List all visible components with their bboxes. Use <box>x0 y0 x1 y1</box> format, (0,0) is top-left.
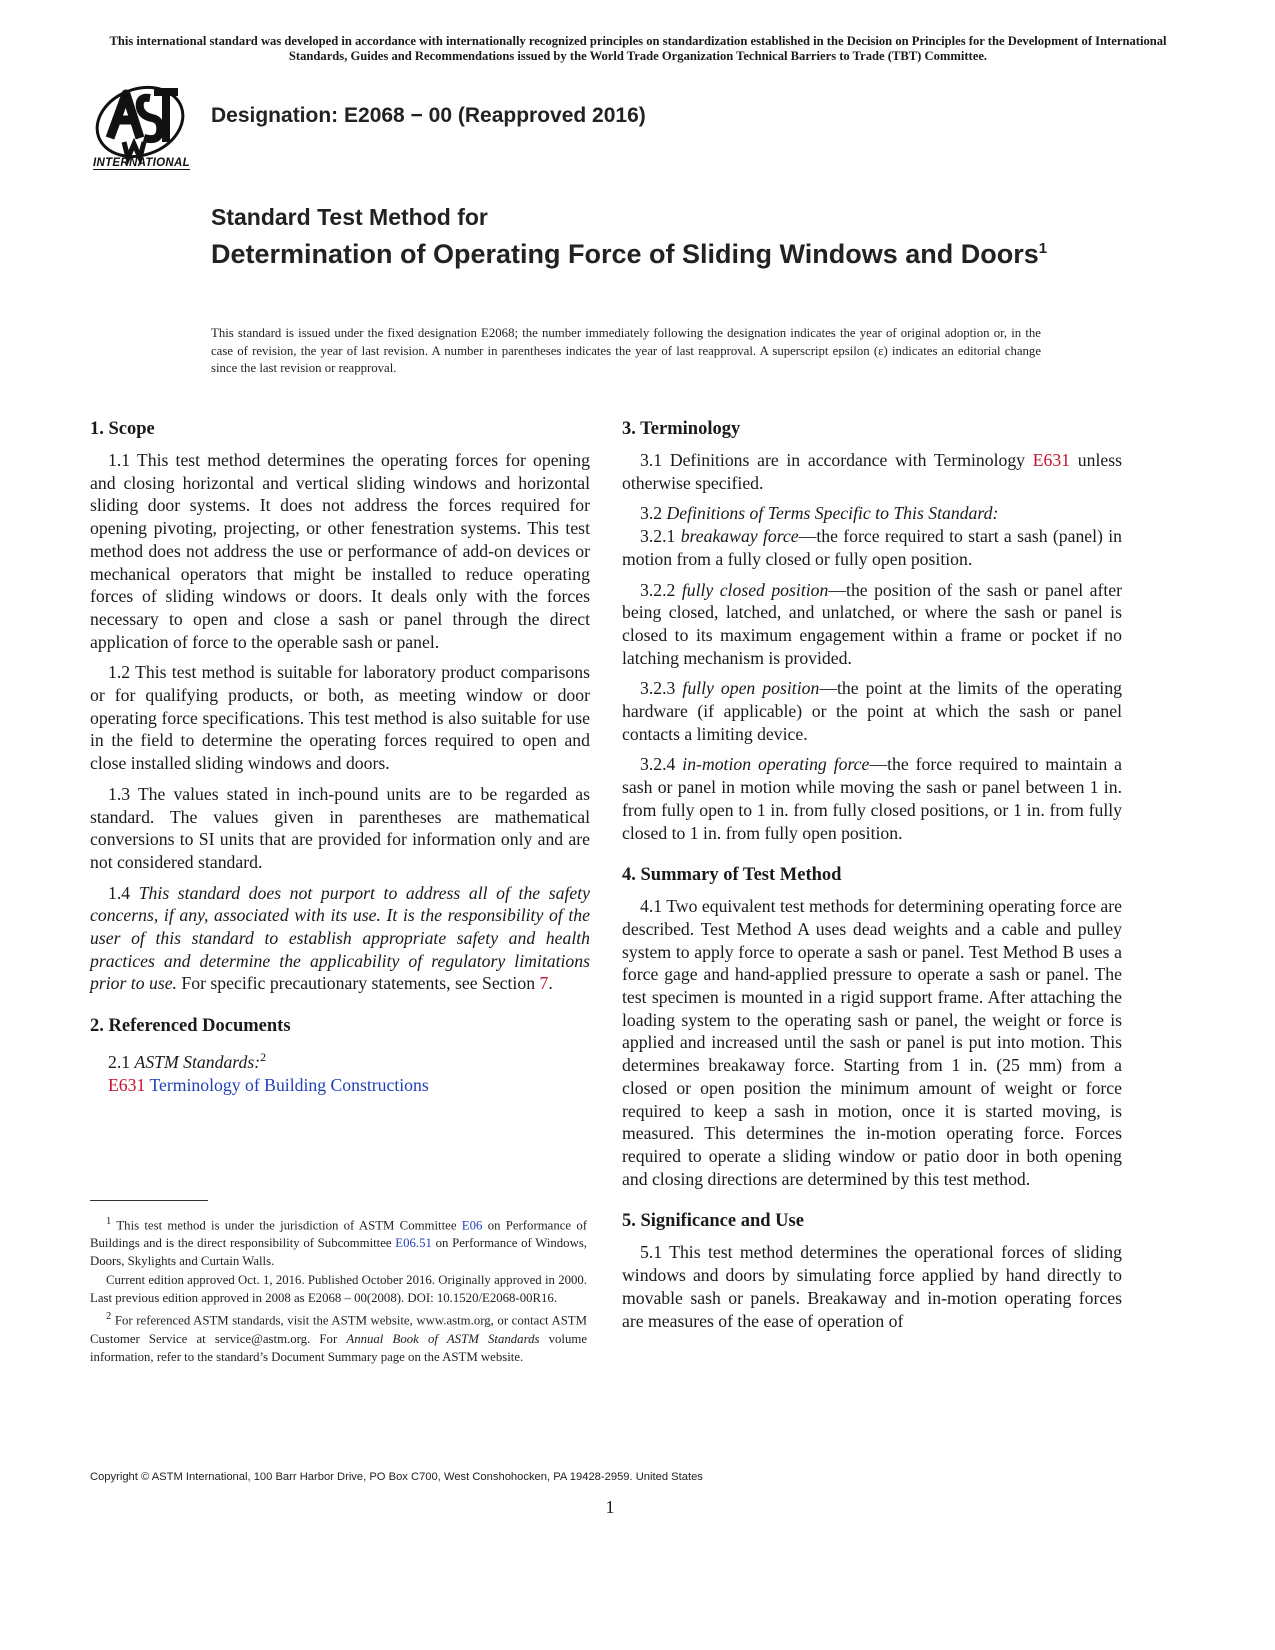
title-main-text: Determination of Operating Force of Sliding Windows and Doors <box>211 239 1039 269</box>
paragraph-2-1-italic: ASTM Standards: <box>134 1052 261 1073</box>
issuance-statement: This standard is issued under the fixed designation E2068; the number immediately following the designation indicates the year of original adoption or, in the case of revision, the year of last revision. A number in parentheses indicates the year of last reapproval. A superscript epsilon (ε) indicates an editorial change since the last revision or reapproval. <box>211 326 1041 375</box>
term-4-num: 3.2.4 <box>640 754 676 775</box>
paragraph-3-1-tail: unless otherwise specified. <box>622 450 1122 493</box>
footnote-divider <box>90 1200 208 1201</box>
term-in-motion-operating-force <box>622 753 1122 844</box>
footnote-2-italic: Annual Book of ASTM Standards <box>346 1331 540 1346</box>
designation: Designation: E2068 − 00 (Reapproved 2016) <box>211 104 646 127</box>
paragraph-3-2-italic: Definitions of Terms Specific to This Standard: <box>666 503 999 524</box>
title-line1: Standard Test Method for <box>211 204 488 230</box>
paragraph-2-1-num: 2.1 <box>108 1052 131 1073</box>
footnote-1-text-c: on Performance of Windows, Doors, Skylights and Curtain Walls. <box>90 1236 587 1269</box>
page-number: 1 <box>605 1497 615 1517</box>
term-2-definition: —the position of the sash or panel after being closed, latched, and unlatched, or where the sash or panel is closed to its maximum engagement within a frame or pocket if no latching mechanism is provided. <box>622 579 1122 668</box>
section-heading-referenced-documents: 2. Referenced Documents <box>90 1016 291 1037</box>
logo-wordmark: INTERNATIONAL <box>93 157 190 169</box>
footnote-2-mark-bottom: 2 <box>106 1311 112 1323</box>
section-heading-scope: 1. Scope <box>90 419 155 439</box>
paragraph-2-1 <box>90 1046 590 1074</box>
paragraph-1-3: 1.3 The values stated in inch-pound units are to be regarded as standard. The values given in parentheses are mathematical conversions to SI units that are provided for information only and are not considered standard. <box>90 783 590 872</box>
term-breakaway-force <box>622 525 1122 570</box>
footnote-1-text-a: This test method is under the jurisdiction of ASTM Committee <box>116 1218 457 1233</box>
footnotes <box>90 1213 587 1367</box>
paragraph-3-1-text: 3.1 Definitions are in accordance with Terminology <box>640 450 1026 470</box>
paragraph-5-1: 5.1 This test method determines the operational forces of sliding windows and doors by simulating force applied by hand directly to movable sash or panels. Breakaway and in-motion operating forces are measures of the ease of operation of <box>622 1242 1122 1331</box>
section-heading-terminology: 3. Terminology <box>622 419 741 439</box>
term-fully-closed-position <box>622 579 1122 670</box>
term-1-definition: —the force required to start a sash (panel) in motion from a fully closed or fully open position. <box>622 526 1123 569</box>
e631-code-link[interactable]: E631 <box>108 1074 146 1095</box>
paragraph-1-1: 1.1 This test method determines the operating forces for opening and closing horizontal and vertical sliding windows and horizontal sliding door systems. It does not address the forces required for opening pivoting, projecting, or other fenestration systems. This test method does not address the use or performance of add-on devices or mechanical operators that might be installed to reduce operating forces of sliding windows or doors. It deals only with the forces necessary to open and close a sash or panel through the direct application of force to the operable sash or panel. <box>90 450 590 652</box>
top-notice: This international standard was developed in accordance with internationally recognized principles on standardization established in the Decision on Principles for the Development of International Standards, Guides and Recommendations issued by the World Trade Organization Technical Barriers to Trade (TBT) Committee. <box>109 34 1167 63</box>
section-heading-significance: 5. Significance and Use <box>622 1211 804 1232</box>
term-3-definition: —the point at the limits of the operating hardware (if applicable) or the point at which the sash or panel contacts a limiting device. <box>622 678 1123 744</box>
footnote-1-mark: 1 <box>106 1216 112 1227</box>
paragraph-4-1: 4.1 Two equivalent test methods for determining operating force are described. Test Method A uses dead weights and a cable and pulley system to apply force to operate a sash or panel. Test Method B uses a force gage and hand-applied pressure to operate a sash or panel. The test specimen is mounted in a rigid support frame. After attaching the loading system to the operating sash or panel, the weight or force is applied and increased until the sash or panel is put into motion. This determines breakaway force. Starting from 1 in. (25 mm) from a closed or open position the minimum amount of weight or force required to keep a sash in motion, once it is started moving, is measured. This determines the in-motion operating force. Forces required to operate a sliding window or patio door in both opening and closing directions are determined by this test method. <box>622 896 1122 1189</box>
title-footnote-mark[interactable]: 1 <box>1038 240 1048 257</box>
e06-link[interactable]: E06 <box>461 1218 483 1233</box>
copyright-notice: Copyright © ASTM International, 100 Barr Harbor Drive, PO Box C700, West Conshohocken, PA 19428-2959. United States <box>90 1471 703 1483</box>
e631-link[interactable]: E631 <box>1032 450 1071 470</box>
footnote-2-mark[interactable]: 2 <box>260 1050 267 1065</box>
term-4-name: in-motion operating force <box>682 754 870 775</box>
e06-51-link[interactable]: E06.51 <box>395 1236 432 1251</box>
paragraph-1-4-tail: For specific precautionary statements, see Section <box>181 973 536 994</box>
term-3-num: 3.2.3 <box>640 678 676 699</box>
e631-title-link[interactable]: Terminology of Building Constructions <box>149 1074 429 1095</box>
title-main <box>211 232 1111 271</box>
footnote-1 <box>90 1213 587 1270</box>
left-column <box>90 418 590 1104</box>
term-1-num: 3.2.1 <box>640 526 676 547</box>
paragraph-1-4-num: 1.4 <box>108 882 131 903</box>
footnote-2-text-a: For referenced ASTM standards, visit the ASTM website, www.astm.org, or contact ASTM Customer Service at service@astm.org. For <box>90 1313 588 1346</box>
paragraph-1-4-end: . <box>548 973 553 994</box>
term-fully-open-position <box>622 677 1122 745</box>
footnote-1-edition: Current edition approved Oct. 1, 2016. Published October 2016. Originally approved in 2000. Last previous edition approved in 2008 as E2068 – 00(2008). DOI: 10.1520/E2068-00R16. <box>90 1273 587 1306</box>
paragraph-3-1 <box>622 449 1122 494</box>
paragraph-3-2-num: 3.2 <box>640 503 663 524</box>
term-2-name: fully closed position <box>681 579 829 600</box>
footnote-2 <box>90 1308 587 1365</box>
paragraph-1-2: 1.2 This test method is suitable for laboratory product comparisons or for qualifying products, or both, as meeting window or door operating force specifications. This test method is also suitable for use in the field to determine the operating forces required to open and close installed sliding windows and doors. <box>90 662 590 774</box>
paragraph-1-4-italic: This standard does not purport to address all of the safety concerns, if any, associated with its use. It is the responsibility of the user of this standard to establish appropriate safety and health practices and determine the applicability of regulatory limitations prior to use. <box>90 882 590 994</box>
referenced-doc-e631 <box>90 1074 590 1097</box>
term-3-name: fully open position <box>682 678 820 699</box>
term-4-definition: —the force required to maintain a sash or panel in motion while moving the sash or panel between 1 in. from fully open to 1 in. from fully closed positions, or 1 in. from fully closed to 1 in. from fully open position. <box>622 754 1123 843</box>
section-7-link[interactable]: 7 <box>539 973 549 994</box>
section-heading-summary: 4. Summary of Test Method <box>622 865 842 886</box>
term-2-num: 3.2.2 <box>640 579 676 600</box>
document-title <box>211 203 1111 271</box>
right-column <box>622 418 1122 1340</box>
paragraph-1-4 <box>90 882 590 996</box>
footnote-1-text-b: on Performance of Buildings and is the direct responsibility of Subcommittee <box>90 1218 588 1251</box>
term-1-name: breakaway force <box>680 526 799 547</box>
paragraph-3-2 <box>622 502 1122 525</box>
footnote-2-text-b: volume information, refer to the standard’s Document Summary page on the ASTM website. <box>90 1331 588 1364</box>
